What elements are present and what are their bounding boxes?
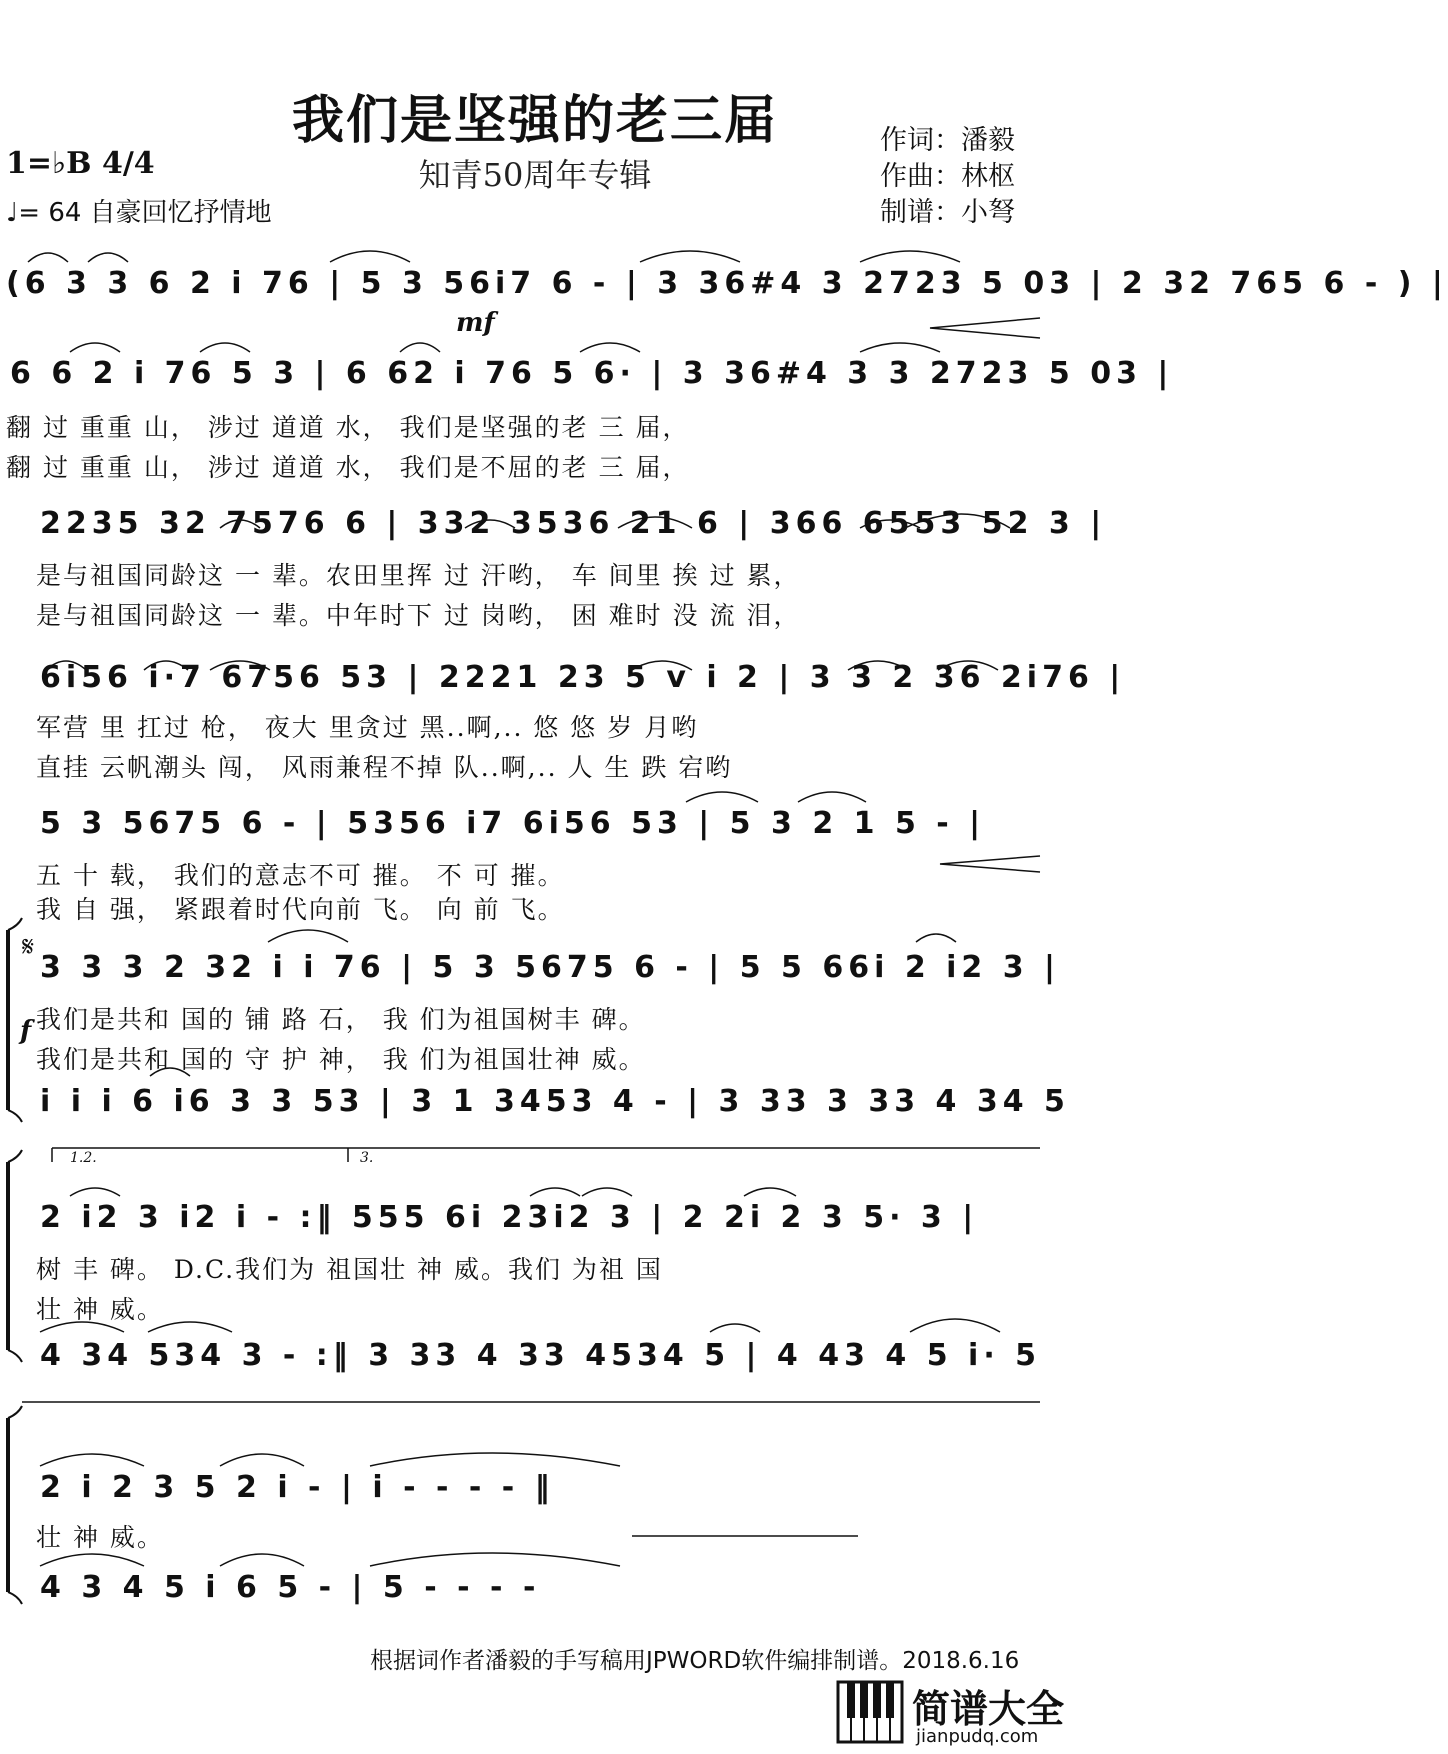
lyric-row-8-verse-1: 树 丰 碑。 D.C.我们为 祖国壮 神 威。我们 为祖 国 [36, 1255, 663, 1284]
lyricist-credit: 作词：潘毅 [880, 125, 1015, 156]
notation-row-5: 5 3 5675 6 - | 5356 i7 6i56 53 | 5 3 2 1 5 - | [40, 806, 986, 841]
page-title: 我们是坚强的老三届 [291, 91, 778, 151]
lyric-row-2-verse-2: 翻 过 重重 山， 涉过 道道 水， 我们是不屈的老 三 届， [6, 453, 690, 482]
lyric-row-6-verse-1: 我们是共和 国的 铺 路 石， 我 们为祖国树丰 碑。 [36, 1005, 646, 1034]
tempo-marking: ♩= 64 自豪回忆抒情地 [6, 198, 272, 228]
notation-row-2: 6 6 2 i 76 5 3 | 6 62 i 76 5 6· | 3 36#4 3 3 2723 5 03 | [10, 356, 1174, 391]
notation-row-9: 4 34 534 3 - :‖ 3 33 4 33 4534 5 | 4 43 4 5 i· 5 [40, 1338, 1042, 1373]
lyric-row-2-verse-1: 翻 过 重重 山， 涉过 道道 水， 我们是坚强的老 三 届， [6, 413, 690, 442]
dynamic-mf: mf [456, 308, 495, 338]
page-subtitle: 知青50周年专辑 [418, 156, 652, 194]
notation-row-3: 2235 32 7576 6 | 332 3536 21 6 | 366 6553 52 3 | [40, 506, 1107, 541]
lyric-row-5-verse-2: 我 自 强， 紧跟着时代向前 飞。 向 前 飞。 [36, 895, 565, 924]
lyric-row-4-verse-2: 直挂 云帆潮头 闯， 风雨兼程不掉 队..啊,.. 人 生 跌 宕哟 [36, 753, 733, 782]
notation-row-4: 6i56 i·7 6756 53 | 2221 23 5 v i 2 | 3 3 2 36 2i76 | [40, 660, 1126, 695]
segno-mark: 𝄋 [22, 930, 35, 963]
notation-row-10: 2 i 2 3 5 2 i - | i - - - - ‖ [40, 1470, 555, 1505]
lyric-row-4-verse-1: 军营 里 扛过 枪， 夜大 里贪过 黑..啊,.. 悠 悠 岁 月哟 [36, 713, 699, 742]
logo-name: 简谱大全 [912, 1687, 1065, 1731]
lyric-row-6-verse-2: 我们是共和 国的 守 护 神， 我 们为祖国壮神 威。 [36, 1045, 646, 1074]
lyric-row-3-verse-1: 是与祖国同龄这 一 辈。农田里挥 过 汗哟， 车 间里 挨 过 累， [36, 561, 801, 590]
piano-keys-icon [838, 1682, 902, 1742]
volta-1-2: 1.2. [70, 1150, 97, 1166]
composer-credit: 作曲：林枢 [880, 161, 1015, 192]
lyric-row-5-verse-1: 五 十 载， 我们的意志不可 摧。 不 可 摧。 [36, 861, 565, 890]
lyric-row-8-verse-2: 壮 神 威。 [36, 1295, 164, 1324]
footer-note: 根据词作者潘毅的手写稿用JPWORD软件编排制谱。2018.6.16 [370, 1648, 1020, 1674]
notation-row-1: (6 3 3 6 2 i 76 | 5 3 56i7 6 - | 3 36#4 3 2723 5 03 | 2 32 765 6 - ) | [6, 266, 1448, 301]
volta-3: 3. [360, 1150, 374, 1166]
notation-row-6: 3 3 3 2 32 i i 76 | 5 3 5675 6 - | 5 5 66i 2 i2 3 | [40, 950, 1061, 985]
arranger-credit: 制谱：小弩 [880, 197, 1015, 228]
logo-url: jianpudq.com [916, 1726, 1039, 1747]
lyric-row-10: 壮 神 威。 [36, 1523, 164, 1552]
site-logo[interactable] [838, 1678, 1065, 1750]
lyric-row-3-verse-2: 是与祖国同龄这 一 辈。中年时下 过 岗哟， 困 难时 没 流 泪， [36, 601, 801, 630]
notation-row-7: i i i 6 i6 3 3 53 | 3 1 3453 4 - | 3 33 3 33 4 34 5 [40, 1084, 1070, 1119]
key-signature: 1=♭B 4/4 [6, 146, 155, 181]
notation-row-11: 4 3 4 5 i 6 5 - | 5 - - - - [40, 1570, 541, 1605]
dynamic-f: f [20, 1016, 32, 1046]
notation-row-8: 2 i2 3 i2 i - :‖ 555 6i 23i2 3 | 2 2i 2 3 5· 3 | [40, 1200, 979, 1235]
